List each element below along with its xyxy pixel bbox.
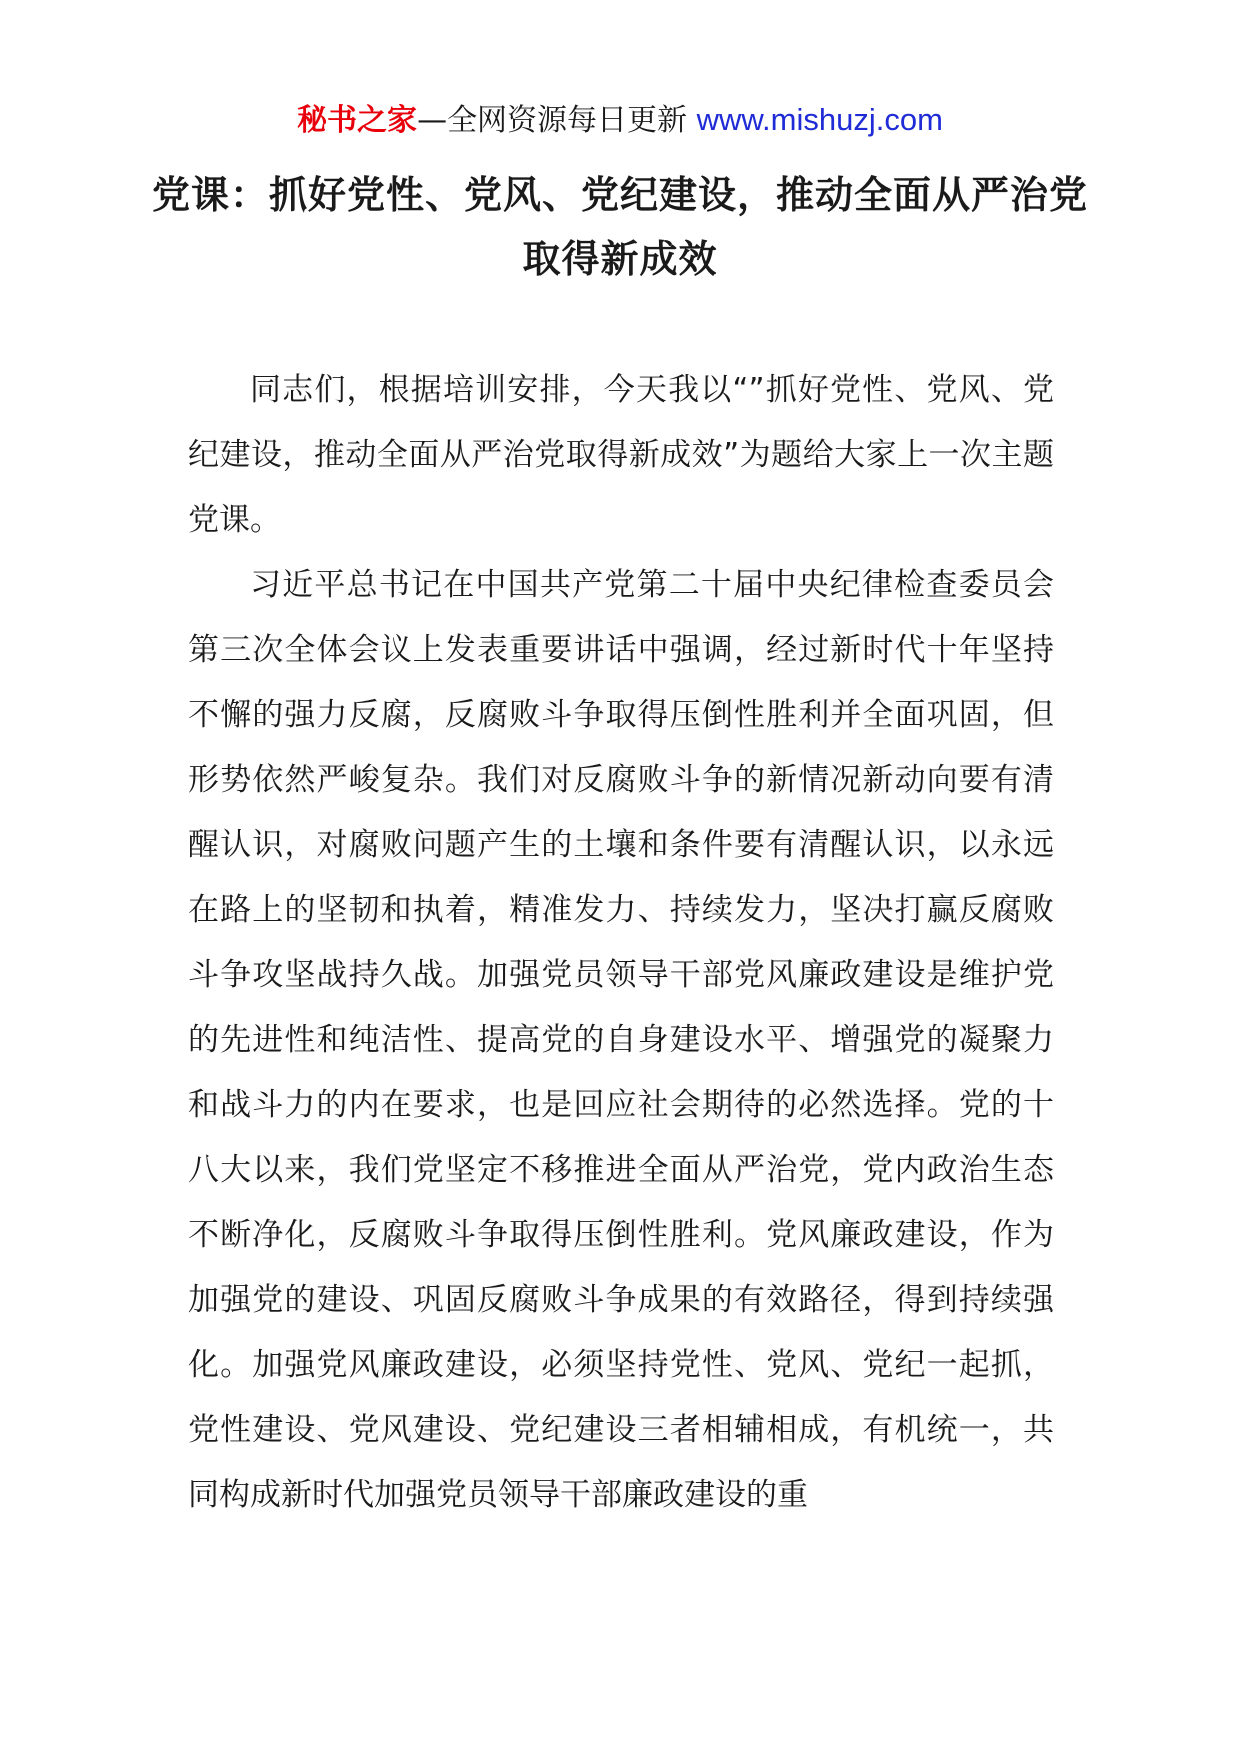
brand-name: 秘书之家 [297, 103, 418, 138]
site-header [0, 100, 1240, 141]
header-tagline: —全网资源每日更新 [417, 103, 697, 138]
site-url-link[interactable]: www.mishuzj.com [696, 102, 943, 137]
document-title: 党课：抓好党性、党风、党纪建设，推动全面从严治党取得新成效 [151, 173, 1088, 281]
document-body [188, 358, 1054, 1528]
paragraph: 同志们，根据培训安排，今天我以“”抓好党性、党风、党纪建设，推动全面从严治党取得新成效”为题给大家上一次主题党课。 [188, 372, 1054, 538]
paragraph: 习近平总书记在中国共产党第二十届中央纪律检查委员会第三次全体会议上发表重要讲话中强调，经过新时代十年坚持不懈的强力反腐，反腐败斗争取得压倒性胜利并全面巩固，但形势依然严峻复杂。我们对反腐败斗争的新情况新动向要有清醒认识，对腐败问题产生的土壤和条件要有清醒认识，以永远在路上的坚韧和执着，精准发力、持续发力，坚决打赢反腐败斗争攻坚战持久战。加强党员领导干部党风廉政建设是维护党的先进性和纯洁性、提高党的自身建设水平、增强党的凝聚力和战斗力的内在要求，也是回应社会期待的必然选择。党的十八大以来，我们党坚定不移推进全面从严治党，党内政治生态不断净化，反腐败斗争取得压倒性胜利。党风廉政建设，作为加强党的建设、巩固反腐败斗争成果的有效路径，得到持续强化。加强党风廉政建设，必须坚持党性、党风、党纪一起抓，党性建设、党风建设、党纪建设三者相辅相成，有机统一，共同构成新时代加强党员领导干部廉政建设的重 [188, 567, 1054, 1513]
